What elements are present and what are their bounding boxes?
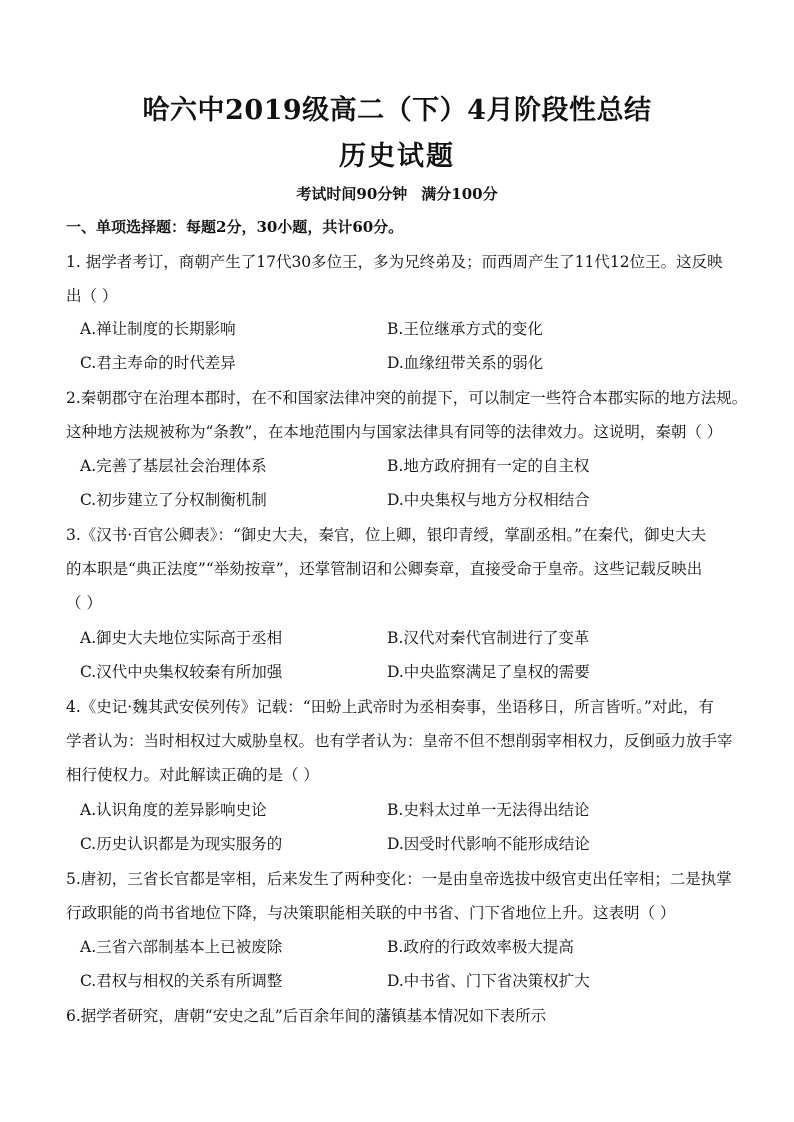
question-3-line-3: （ ） xyxy=(66,594,102,612)
question-2-option-d: D.中央集权与地方分权相结合 xyxy=(387,491,590,509)
question-4-option-d: D.因受时代影响不能形成结论 xyxy=(387,835,590,853)
exam-info xyxy=(0,183,794,204)
question-2-option-c: C.初步建立了分权制衡机制 xyxy=(80,491,267,509)
question-3-option-a: A.御史大夫地位实际高于丞相 xyxy=(80,629,283,647)
question-2-option-a: A.完善了基层社会治理体系 xyxy=(80,457,267,475)
question-1-option-d: D.血缘纽带关系的弱化 xyxy=(387,354,544,372)
question-5-line-1: 5.唐初，三省长官都是宰相，后来发生了两种变化：一是由皇帝选拔中级官吏出任宰相；二是执掌 xyxy=(66,870,732,888)
question-4-option-a: A.认识角度的差异影响史论 xyxy=(80,801,267,819)
exam-title: 哈六中2019级高二（下）4月阶段性总结 xyxy=(142,95,652,126)
question-5-option-b: B.政府的行政效率极大提高 xyxy=(387,938,574,956)
question-1-line-1: 1. 据学者考订，商朝产生了17代30多位王，多为兄终弟及；而西周产生了11代12位王。这反映 xyxy=(66,253,723,271)
question-3-option-b: B.汉代对秦代官制进行了变革 xyxy=(387,629,590,647)
question-1-option-a: A.禅让制度的长期影响 xyxy=(80,320,236,338)
question-3-line-2: 的本职是“典正法度”“举劾按章”，还掌管制诏和公卿奏章，直接受命于皇帝。这些记载反映出 xyxy=(66,560,703,578)
section-heading: 一、单项选择题：每题2分，30小题，共计60分。 xyxy=(66,218,404,236)
question-2-option-b: B.地方政府拥有一定的自主权 xyxy=(387,457,590,475)
question-2-line-1: 2.秦朝郡守在治理本郡时，在不和国家法律冲突的前提下，可以制定一些符合本郡实际的地方法规。 xyxy=(66,389,748,407)
question-1-option-c: C.君主寿命的时代差异 xyxy=(80,354,236,372)
question-1-line-2: 出（ ） xyxy=(66,287,118,305)
question-4-option-b: B.史料太过单一无法得出结论 xyxy=(387,801,590,819)
subject-title: 历史试题 xyxy=(339,141,455,172)
question-4-line-2: 学者认为：当时相权过大威胁皇权。也有学者认为：皇帝不但不想削弱宰相权力，反倒亟力放手宰 xyxy=(66,732,733,750)
question-5-option-a: A.三省六部制基本上已被废除 xyxy=(80,938,283,956)
question-3-option-c: C.汉代中央集权较秦有所加强 xyxy=(80,663,283,681)
question-4-option-c: C.历史认识都是为现实服务的 xyxy=(80,835,283,853)
question-5-line-2: 行政职能的尚书省地位下降，与决策职能相关联的中书省、门下省地位上升。这表明（ ） xyxy=(66,904,676,922)
question-5-option-d: D.中书省、门下省决策权扩大 xyxy=(387,972,590,990)
exam-time: 考试时间90分钟 xyxy=(296,185,408,203)
question-1-option-b: B.王位继承方式的变化 xyxy=(387,320,543,338)
question-4-line-3: 相行使权力。对此解读正确的是（ ） xyxy=(66,766,319,784)
full-score: 满分100分 xyxy=(421,185,498,203)
question-3-option-d: D.中央监察满足了皇权的需要 xyxy=(387,663,590,681)
question-3-line-1: 3.《汉书·百官公卿表》：“御史大夫，秦官，位上卿，银印青绶，掌副丞相。”在秦代，御史大夫 xyxy=(66,526,707,544)
question-2-line-2: 这种地方法规被称为“条教”，在本地范围内与国家法律具有同等的法律效力。这说明，秦朝（ ） xyxy=(66,423,723,441)
question-5-option-c: C.君权与相权的关系有所调整 xyxy=(80,972,283,990)
question-6-line-1: 6.据学者研究，唐朝“安史之乱”后百余年间的藩镇基本情况如下表所示 xyxy=(66,1007,547,1025)
question-4-line-1: 4.《史记·魏其武安侯列传》记载：“田蚡上武帝时为丞相奏事，坐语移日，所言皆听。”对此，有 xyxy=(66,698,714,716)
